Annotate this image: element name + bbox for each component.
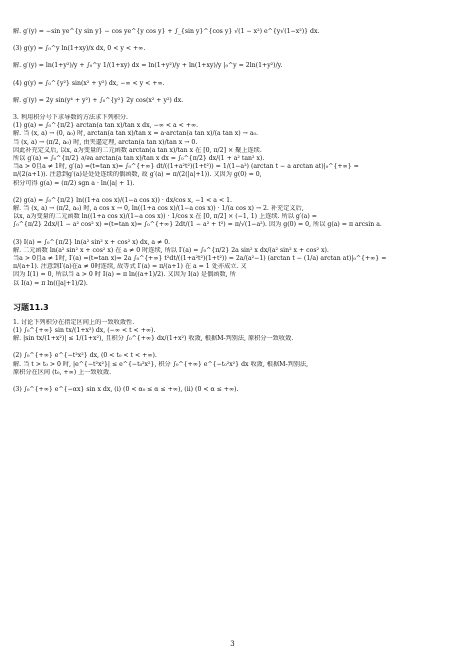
text-line: 原积分在区间 (t₀, +∞) 上一致收敛. bbox=[13, 368, 112, 376]
text-line: 解. 二元函数 ln(a² sin² x + cos² x) 在 a ≠ 0 时连续, 所以 I′(a) = ∫₀^{π/2} 2a sin² x dx/(a² sin² x + cos² x). bbox=[13, 246, 329, 254]
text-line: π/(a+1). 注意到I′(a)在a ≠ 0时连续, 故等式 I′(a) = π/(a+1) 在 a = 1 处亦成立. 又 bbox=[13, 263, 247, 271]
text-line: π/(2(a+1)). 注意到g′(a)是处处连续的偶函数, 故 g′(a) = π/(2(|a|+1)). 又因为 g(0) = 0, bbox=[13, 171, 262, 179]
problem-statement: (3) ∫₀^{+∞} e^{−αx} sin x dx, (i) (0 < α₀ ≤ α ≤ +∞), (ii) (0 < α ≤ +∞). bbox=[13, 386, 239, 394]
text-line: 解. g′(y) = ln(1+y²)/y + ∫₀^y 1/(1+xy) dx = ln(1+y²)/y + ln(1+xy)/y |₀^y = 2ln(1+y²)/y. bbox=[13, 62, 283, 70]
text-line: 以x, a为变量的二元函数 ln((1+a cos x)/(1−a cos x)) · 1/cos x 在 [0, π/2] × (−1, 1) 上连续. 所以 g′(a) = bbox=[13, 213, 317, 221]
problem-statement: (2) ∫₀^{+∞} e^{−t²x²} dx, (0 < t₀ < t < +∞). bbox=[13, 352, 157, 360]
text-line: 解. |sin tx/(1+x²)| ≤ 1/(1+x²), 且积分 ∫₀^{+∞} dx/(1+x²) 收敛, 根据M-判别法, 原积分一致收敛. bbox=[13, 335, 294, 343]
page-content bbox=[13, 28, 455, 394]
exercise-heading: 1. 讨论下列积分在指定区间上的一致收敛性. bbox=[13, 318, 135, 326]
problem-statement: (1) g(a) = ∫₀^{π/2} arctan(a tan x)/tan x dx, −∞ < a < +∞. bbox=[13, 122, 199, 130]
section-title: 习题11.3 bbox=[13, 302, 49, 312]
text-line: 解. 当 (x, a) → (π/2, a₀) 时, a cos x → 0, ln((1+a cos x)/(1−a cos x)) · 1/(a cos x) → 2. 补充定义后, bbox=[13, 205, 304, 213]
text-line: 解. g′(y) = 2y sin(y⁴ + y²) + ∫₀^{y²} 2y cos(x² + y²) dx. bbox=[13, 96, 184, 104]
problem-statement: (3) I(a) = ∫₀^{π/2} ln(a² sin² x + cos² x) dx, a ≠ 0. bbox=[13, 238, 171, 246]
text-line: 当 (x, a) → (π/2, a₀) 时, 由夹逼定理, arctan(a tan x)/tan x → 0. bbox=[13, 138, 198, 146]
exercise-heading: 3. 利用积分号下求导数的方法求下列积分. bbox=[13, 114, 129, 122]
page-number: 3 bbox=[230, 640, 235, 648]
problem-statement: (1) ∫₀^{+∞} sin tx/(1+x²) dx, (−∞ < t < +∞). bbox=[13, 327, 156, 335]
problem-statement: (4) g(y) = ∫₀^{y²} sin(x² + y²) dx, −∞ < y < +∞. bbox=[13, 79, 165, 87]
problem-statement: (2) g(a) = ∫₀^{π/2} ln((1+a cos x)/(1−a cos x)) · dx/cos x, −1 < a < 1. bbox=[13, 196, 233, 204]
text-line: 所以 g′(a) = ∫₀^{π/2} ∂/∂a arctan(a tan x)/tan x dx = ∫₀^{π/2} dx/(1 + a² tan² x). bbox=[13, 155, 265, 163]
text-line: ∫₀^{π/2} 2dx/(1 − a² cos² x) =(t=tan x)= ∫₀^{+∞} 2dt/(1 − a² + t²) = π/√(1−a²). 因为 g(0) = 0, 所以 g(a) = π arcsin a. bbox=[13, 221, 382, 229]
text-line: 当a > 0且a ≠ 1时, g′(a) =(t=tan x)= ∫₀^{+∞} dt/((1+a²t²)(1+t²)) = 1/(1−a²) (arctan t − a arctan at)|₀^{+∞} = bbox=[13, 163, 359, 171]
text-line: 因为 I(1) = 0, 所以当 a > 0 时 I(a) = π ln((a+1)/2). 又因为 I(a) 是偶函数, 所 bbox=[13, 271, 236, 279]
text-line: 当a > 0且a ≠ 1时, I′(a) =(t=tan x)= 2a ∫₀^{+∞} t²dt/((1+a²t²)(1+t²)) = 2a/(a²−1) (arctan t − (1/a) arctan at)|₀^{+∞} = bbox=[13, 255, 387, 263]
text-line: 积分可得 g(a) = (π/2) sgn a · ln(|a| + 1). bbox=[13, 179, 135, 187]
text-line: 以 I(a) = π ln((|a|+1)/2). bbox=[13, 279, 88, 287]
text-line: 解. 当 t > t₀ > 0 时, |e^{−t²x²}| ≤ e^{−t₀²x²}, 积分 ∫₀^{+∞} e^{−t₀²x²} dx 收敛, 根据M-判别法, bbox=[13, 360, 309, 368]
text-line: 解. 当 (x, a) → (0, a₀) 时, arctan(a tan x)/tan x = a·arctan(a tan x)/(a tan x) → a₀. bbox=[13, 130, 258, 138]
problem-statement: (3) g(y) = ∫₀^y ln(1+xy)/x dx, 0 < y < +∞. bbox=[13, 45, 146, 53]
text-line: 解. g′(y) = −sin ye^{y sin y} − cos ye^{y cos y} + ∫_{sin y}^{cos y} √(1 − x²) e^{y√(1−x²)} dx. bbox=[13, 28, 320, 35]
text-line: 因此补充定义后, 以x, a为变量的二元函数 arctan(a tan x)/tan x 在 [0, π/2] × 聚上连续. bbox=[13, 146, 262, 154]
